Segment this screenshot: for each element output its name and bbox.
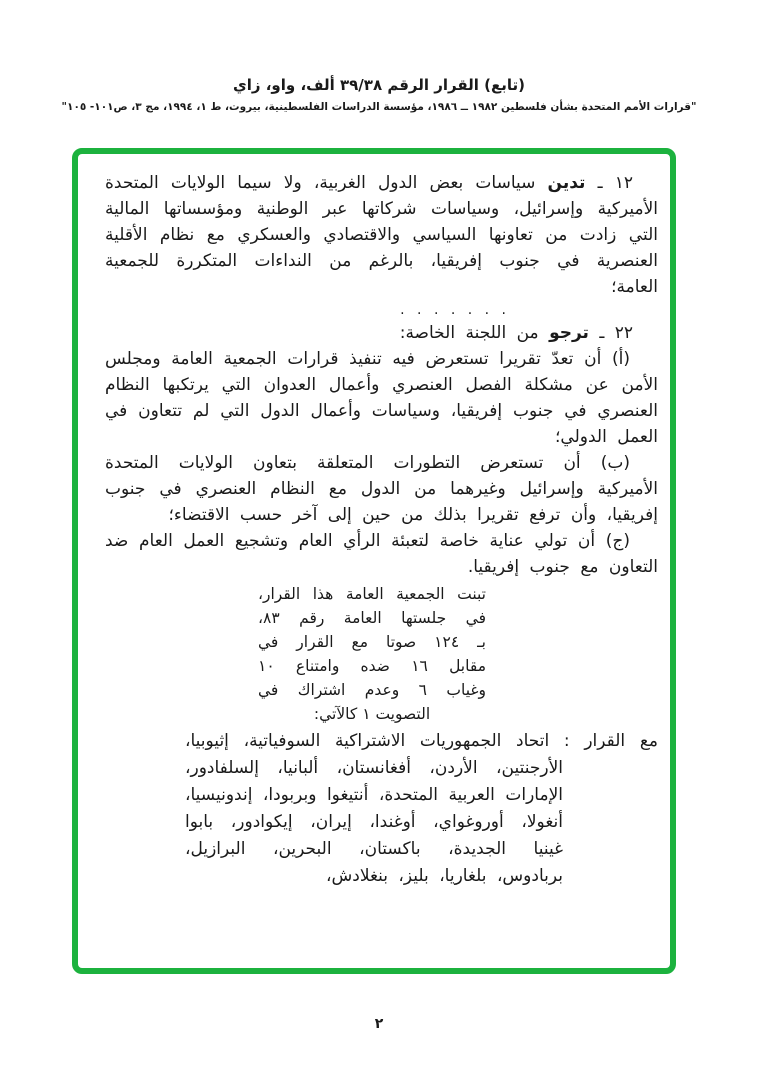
- subitem-label: (ج): [605, 531, 631, 551]
- resolution-title: (تابع) القرار الرقم ٣٩/٣٨ ألف، واو، زاي: [232, 76, 525, 94]
- countries-for-resolution: [185, 728, 658, 890]
- clause-number: ٢٢ ـ: [599, 323, 633, 343]
- clause-subitem-c: [105, 528, 658, 580]
- clause-text: من اللجنة الخاصة:: [399, 323, 539, 343]
- clause-keyword: تدين: [547, 173, 586, 193]
- clause-keyword: ترجو: [549, 323, 589, 343]
- clause-12: [105, 170, 658, 300]
- page-number: ٢: [374, 1016, 384, 1032]
- subitem-label: (أ): [612, 349, 631, 369]
- clause-subitem-b: [105, 450, 658, 528]
- vote-summary-line: وغياب ٦ وعدم اشتراك في: [258, 681, 487, 699]
- vote-for-separator: :: [563, 731, 570, 751]
- clause-number: ١٢ ـ: [597, 173, 633, 193]
- clause-text: سياسات بعض الدول الغربية، ولا سيما الولايات المتحدة الأميركية وإسرائيل، وسياسات شركاتها عبر الوطنية ومؤسساتها المالية التي زادت من تعاونها السياسي والاقتصادي والعسكري مع نظام الأقلية العنصرية في جنوب إفريقيا، بالرغم من النداءات المتكررة للجمعية العامة؛: [105, 173, 658, 297]
- resolution-body: [105, 170, 658, 890]
- subitem-label: (ب): [600, 453, 631, 473]
- vote-summary-line: التصويت ١ كالآتي:: [313, 705, 431, 723]
- vote-summary-line: تبنت الجمعية العامة هذا القرار،: [258, 585, 486, 603]
- subitem-text: أن تستعرض التطورات المتعلقة بتعاون الولايات المتحدة الأميركية وإسرائيل وغيرهما من الدول مع النظام العنصري في جنوب إفريقيا، وأن ترفع تقريرا بذلك من حين إلى آخر حسب الاقتضاء؛: [105, 453, 658, 525]
- clause-subitem-a: [105, 346, 658, 450]
- ellipsis-separator: . . . . . . .: [400, 302, 510, 318]
- source-citation: "قرارات الأمم المتحدة بشأن فلسطين ١٩٨٢ ــ ١٩٨٦، مؤسسة الدراسات الفلسطينية، بيروت، ط ١، ١٩٩٤، مج ٣، ص١٠١- ١٠٥": [61, 101, 697, 113]
- vote-summary: [258, 582, 486, 726]
- vote-summary-line: مقابل ١٦ ضده وامتناع ١٠: [258, 657, 486, 675]
- subitem-text: أن تعدّ تقريرا تستعرض فيه تنفيذ قرارات الجمعية العامة ومجلس الأمن عن مشكلة الفصل العنصري وأعمال العدوان التي يرتكبها النظام العنصري في جنوب إفريقيا، وسياسات وأعمال الدول التي لم تتعاون في العمل الدولي؛: [105, 349, 658, 447]
- clause-22: [105, 320, 658, 346]
- subitem-text: أن تولي عناية خاصة لتعبئة الرأي العام وتشجيع العمل العام ضد التعاون مع جنوب إفريقيا.: [105, 531, 658, 577]
- vote-for-label: مع القرار: [584, 731, 658, 751]
- countries-list: اتحاد الجمهوريات الاشتراكية السوفياتية، إثيوبيا، الأرجنتين، الأردن، أفغانستان، ألبانيا، إلسلفادور، الإمارات العربية المتحدة، أنتيغوا وبربودا، إندونيسيا، أنغولا، أوروغواي، أوغندا، إيران، إيكوادور، بابوا غينيا الجديدة، باكستان، البحرين، البرازيل، بربادوس، بلغاريا، بليز، بنغلادش،: [185, 731, 563, 886]
- vote-summary-line: بـ ١٢٤ صوتا مع القرار في: [258, 633, 486, 651]
- vote-summary-line: في جلستها العامة رقم ٨٣،: [258, 609, 486, 627]
